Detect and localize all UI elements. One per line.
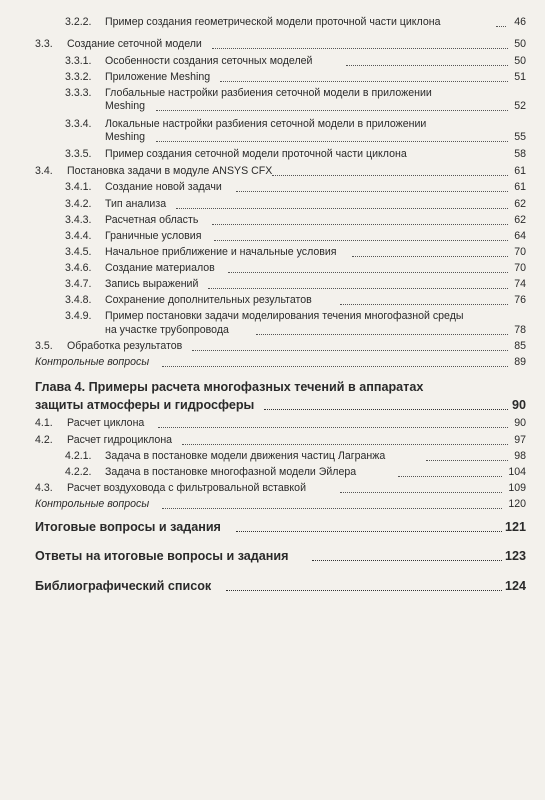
chapter-title-cont: защиты атмосферы и гидросферы [35, 398, 255, 412]
entry-page: 109 [508, 482, 526, 494]
entry-number: 3.3.4. [65, 118, 92, 130]
leader-dots [352, 246, 508, 257]
leader-dots [398, 466, 502, 477]
entry-page: 70 [514, 246, 526, 258]
entry-page: 104 [508, 466, 526, 478]
entry-page: 58 [514, 148, 526, 160]
entry-number: 3.3.5. [65, 148, 92, 160]
chapter-title: Ответы на итоговые вопросы и задания [35, 549, 289, 563]
entry-page: 98 [514, 450, 526, 462]
entry-page: 62 [514, 214, 526, 226]
entry-title-cont: на участке трубопровода [105, 324, 229, 336]
entry-number: 3.4.8. [65, 294, 92, 306]
leader-dots [176, 198, 508, 209]
entry-title: Обработка результатов [67, 340, 183, 352]
entry-number: 3.5. [35, 340, 53, 352]
leader-dots [236, 520, 502, 532]
leader-dots [346, 55, 508, 66]
leader-dots [236, 181, 508, 192]
chapter-title: Библиографический список [35, 579, 212, 593]
entry-page: 46 [514, 16, 526, 28]
entry-number: 3.4. [35, 165, 53, 177]
entry-title: Граничные условия [105, 230, 202, 242]
entry-number: 3.4.3. [65, 214, 92, 226]
entry-title: Тип анализа [105, 198, 167, 210]
entry-page: 90 [511, 398, 526, 412]
leader-dots [214, 230, 508, 241]
leader-dots [226, 579, 502, 591]
leader-dots [156, 131, 508, 142]
leader-dots [340, 482, 502, 493]
entry-page: 52 [514, 100, 526, 112]
leader-dots [162, 498, 502, 509]
entry-title: Расчет гидроциклона [67, 434, 173, 446]
leader-dots [158, 417, 508, 428]
entry-title: Создание материалов [105, 262, 215, 274]
entry-title: Задача в постановке многофазной модели Эйлера [105, 466, 357, 478]
entry-title: Сохранение дополнительных результатов [105, 294, 312, 306]
entry-page: 51 [514, 71, 526, 83]
entry-title: Создание новой задачи [105, 181, 222, 193]
entry-page: 64 [514, 230, 526, 242]
entry-number: 3.3.1. [65, 55, 92, 67]
entry-number: 4.2.1. [65, 450, 92, 462]
entry-number: 3.4.5. [65, 246, 92, 258]
leader-dots [264, 398, 508, 410]
entry-title: Постановка задачи в модуле ANSYS CFX [67, 165, 273, 177]
entry-title: Пример постановки задачи моделирования течения многофазной среды [105, 310, 464, 322]
entry-number: 3.3. [35, 38, 53, 50]
entry-title-cont: Meshing [105, 131, 146, 143]
entry-title: Задача в постановке модели движения частиц Лагранжа [105, 450, 386, 462]
entry-title: Пример создания сеточной модели проточной части циклона [105, 148, 407, 160]
leader-dots [162, 356, 508, 367]
entry-page: 50 [514, 38, 526, 50]
entry-page: 90 [514, 417, 526, 429]
entry-number: 3.3.3. [65, 87, 92, 99]
leader-dots [156, 100, 508, 111]
entry-page: 121 [504, 520, 526, 534]
entry-page: 76 [514, 294, 526, 306]
entry-title-cont: Meshing [105, 100, 146, 112]
entry-number: 4.2.2. [65, 466, 92, 478]
entry-page: 89 [514, 356, 526, 368]
entry-page: 70 [514, 262, 526, 274]
leader-dots [220, 71, 508, 82]
leader-dots [212, 214, 508, 225]
leader-dots [212, 38, 508, 49]
entry-number: 3.4.1. [65, 181, 92, 193]
entry-title: Приложение Meshing [105, 71, 211, 83]
entry-number: 4.2. [35, 434, 53, 446]
entry-number: 3.4.6. [65, 262, 92, 274]
entry-title: Контрольные вопросы [35, 498, 150, 510]
entry-page: 61 [514, 165, 526, 177]
entry-number: 3.4.2. [65, 198, 92, 210]
entry-title: Локальные настройки разбиения сеточной модели в приложении [105, 118, 427, 130]
chapter-title: Итоговые вопросы и задания [35, 520, 221, 534]
entry-page: 97 [514, 434, 526, 446]
entry-page: 55 [514, 131, 526, 143]
leader-dots [228, 262, 508, 273]
entry-page: 123 [504, 549, 526, 563]
leader-dots [312, 549, 502, 561]
entry-title: Глобальные настройки разбиения сеточной модели в приложении [105, 87, 432, 99]
entry-number: 3.4.9. [65, 310, 92, 322]
entry-number: 4.1. [35, 417, 53, 429]
leader-dots [340, 294, 508, 305]
entry-number: 3.4.7. [65, 278, 92, 290]
entry-title: Расчетная область [105, 214, 199, 226]
leader-dots [496, 16, 506, 27]
leader-dots [256, 324, 508, 335]
entry-title: Расчет воздуховода с фильтровальной вставкой [67, 482, 306, 494]
entry-number: 3.4.4. [65, 230, 92, 242]
leader-dots [182, 434, 508, 445]
leader-dots [208, 278, 508, 289]
entry-page: 120 [508, 498, 526, 510]
entry-title: Создание сеточной модели [67, 38, 202, 50]
entry-title: Запись выражений [105, 278, 199, 290]
entry-number: 4.3. [35, 482, 53, 494]
leader-dots [426, 450, 508, 461]
leader-dots [192, 340, 508, 351]
entry-page: 124 [504, 579, 526, 593]
chapter-title: Глава 4. Примеры расчета многофазных течений в аппаратах [35, 380, 424, 394]
entry-page: 78 [514, 324, 526, 336]
entry-page: 74 [514, 278, 526, 290]
entry-number: 3.3.2. [65, 71, 92, 83]
entry-page: 50 [514, 55, 526, 67]
entry-title: Контрольные вопросы [35, 356, 150, 368]
entry-number: 3.2.2. [65, 16, 92, 28]
leader-dots [272, 165, 508, 176]
entry-title: Расчет циклона [67, 417, 145, 429]
entry-page: 85 [514, 340, 526, 352]
entry-page: 62 [514, 198, 526, 210]
entry-title: Пример создания геометрической модели проточной части циклона [105, 16, 441, 28]
entry-page: 61 [514, 181, 526, 193]
entry-title: Особенности создания сеточных моделей [105, 55, 313, 67]
entry-title: Начальное приближение и начальные условия [105, 246, 337, 258]
